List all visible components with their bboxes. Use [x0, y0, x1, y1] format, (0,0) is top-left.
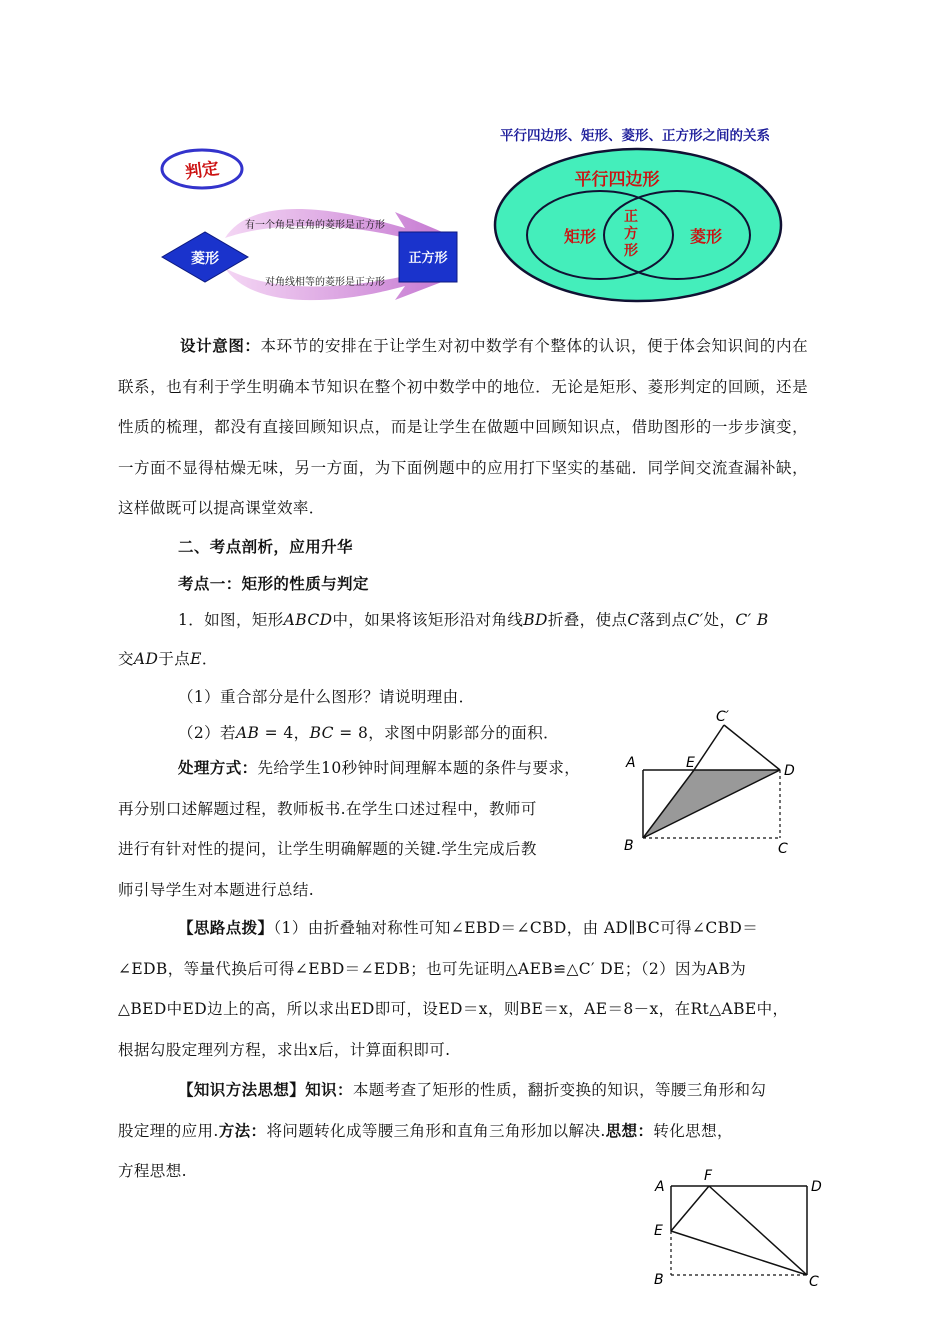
bottom-arrow-text: 对角线相等的菱形是正方形 [265, 277, 385, 288]
point-heading: 考点一：矩形的性质与判定 [178, 575, 369, 593]
hint-line-1 [178, 917, 758, 939]
p1-l2-e: ． [201, 650, 218, 668]
fig2-label-b: B [654, 1272, 664, 1288]
question-1: （1）重合部分是什么图形？请说明理由． [178, 688, 475, 706]
fig1-label-a: A [626, 755, 636, 771]
fig2-label-a: A [655, 1179, 665, 1195]
venn-center-char-1: 正 [624, 209, 638, 225]
venn-left-label: 矩形 [563, 227, 597, 246]
figure-2 [645, 1160, 830, 1290]
thought-text: 转化思想， [653, 1122, 733, 1140]
segment-cd [724, 725, 780, 770]
handling-line-1 [178, 757, 580, 779]
fig1-label-cprime: C′ [716, 709, 729, 725]
design-intent-paragraph [118, 326, 808, 529]
q2-c: = 4， [259, 724, 310, 742]
venn-center-char-3: 形 [624, 243, 638, 259]
handling-line-2: 再分别口述解题过程，教师板书.在学生口述过程中，教师可 [118, 800, 537, 818]
p1-abcd: ABCD [283, 611, 333, 629]
rhombus-label: 菱形 [191, 251, 219, 267]
p1-cprime-b: C′ B [735, 611, 769, 629]
top-arrow-text: 有一个角是直角的菱形是正方形 [245, 220, 385, 231]
fig1-label-d: D [784, 763, 795, 779]
fig2-segment-fc [709, 1186, 807, 1275]
rhombus-square-diagram [155, 140, 475, 310]
handling-line-3: 进行有针对性的提问，让学生明确解题的关键.学生完成后教 [118, 840, 537, 858]
handling-heading: 处理方式： [178, 759, 258, 777]
fig1-label-e: E [686, 755, 695, 771]
p1-c: C [627, 611, 640, 629]
fig2-label-f: F [704, 1168, 713, 1184]
knowledge-heading: 【知识方法思想】 [178, 1081, 306, 1099]
design-intent-text: 本环节的安排在于让学生对初中数学有个整体的认识，便于体会知识间的内在联系，也有利于学生明确本节知识在整个初中数学中的地位．无论是矩形、菱形判定的回顾，还是性质的梳理，都没有直接回顾知识点，而是让学生在做题中回顾知识点，借助图形的一步步演变，一方面不显得枯燥无味，另一方面，为下面例题中的应用打下坚实的基础．同学间交流查漏补缺，这样做既可以提高课堂效率． [118, 337, 808, 517]
method-text: 将问题转化成等腰三角形和直角三角形加以解决. [266, 1122, 606, 1140]
p1-ad: AD [133, 650, 159, 668]
fig1-label-c: C [778, 841, 788, 855]
venn-outer-label: 平行四边形 [574, 170, 660, 190]
fig2-segment-ef [671, 1186, 709, 1231]
p1-text-e: 折叠，使点 [547, 611, 628, 629]
handling-text-1: 先给学生10秒钟时间理解本题的条件与要求， [257, 759, 581, 777]
fig2-label-d: D [811, 1179, 822, 1195]
venn-center-char-2: 方 [624, 226, 638, 242]
p1-cprime: C′ [687, 611, 704, 629]
p1-l2-a: 交 [118, 650, 134, 668]
p1-text-g: 落到点 [639, 611, 688, 629]
badge-text: 判定 [183, 158, 221, 184]
fig1-label-b: B [624, 838, 634, 854]
knowledge-text: 本题考查了矩形的性质，翻折变换的知识，等腰三角形和勾 [352, 1081, 767, 1099]
segment-ec [694, 725, 724, 770]
p1-text-c: 中，如果将该矩形沿对角线 [332, 611, 524, 629]
hint-line-4: 根据勾股定理列方程，求出x后，计算面积即可. [118, 1041, 451, 1059]
hint-line-3: △BED中ED边上的高，所以求出ED即可，设ED＝x，则BE＝x，AE＝8－x，在Rt△ABE中， [118, 1000, 789, 1018]
hint-text-1: （1）由折叠轴对称性可知∠EBD＝∠CBD，由 AD∥BC可得∠CBD＝ [273, 919, 759, 937]
knowledge-line-2 [118, 1120, 733, 1142]
venn-title: 平行四边形、矩形、菱形、正方形之间的关系 [500, 128, 770, 144]
design-intent-heading: 设计意图： [180, 337, 261, 355]
question-2 [178, 722, 559, 744]
method-label: 方法： [218, 1122, 267, 1140]
square-label: 正方形 [408, 251, 448, 266]
problem-line-1 [178, 609, 769, 631]
shaded-triangle [643, 770, 780, 838]
q2-bc: BC [309, 724, 334, 742]
p1-e: E [190, 650, 202, 668]
knowledge-l2-a: 股定理的应用. [118, 1122, 219, 1140]
venn-diagram [490, 145, 790, 305]
hint-line-2: ∠EDB，等量代换后可得∠EBD＝∠EDB；也可先证明△AEB≌△C′ DE；（2）因为AB为 [118, 960, 747, 978]
q2-a: （2）若 [178, 724, 236, 742]
p1-text-a: 1．如图，矩形 [178, 611, 284, 629]
q2-ab: AB [235, 724, 260, 742]
q2-e: = 8，求图中阴影部分的面积． [333, 724, 560, 742]
fig2-label-e: E [654, 1223, 663, 1239]
fig2-label-c: C [809, 1274, 819, 1290]
knowledge-line-3: 方程思想. [118, 1162, 187, 1180]
knowledge-label: 知识： [305, 1081, 353, 1099]
venn-right-label: 菱形 [689, 227, 723, 246]
fig2-segment-ec [671, 1231, 807, 1275]
section-heading: 二、考点剖析，应用升华 [178, 538, 353, 556]
p1-bd: BD [523, 611, 548, 629]
figure-1 [620, 705, 810, 855]
thought-label: 思想： [605, 1122, 654, 1140]
hint-heading: 【思路点拨】 [178, 919, 274, 937]
knowledge-line-1 [178, 1079, 766, 1101]
p1-l2-c: 于点 [158, 650, 191, 668]
problem-line-2 [118, 648, 218, 670]
handling-line-4: 师引导学生对本题进行总结. [118, 881, 315, 899]
p1-text-i: 处， [703, 611, 736, 629]
